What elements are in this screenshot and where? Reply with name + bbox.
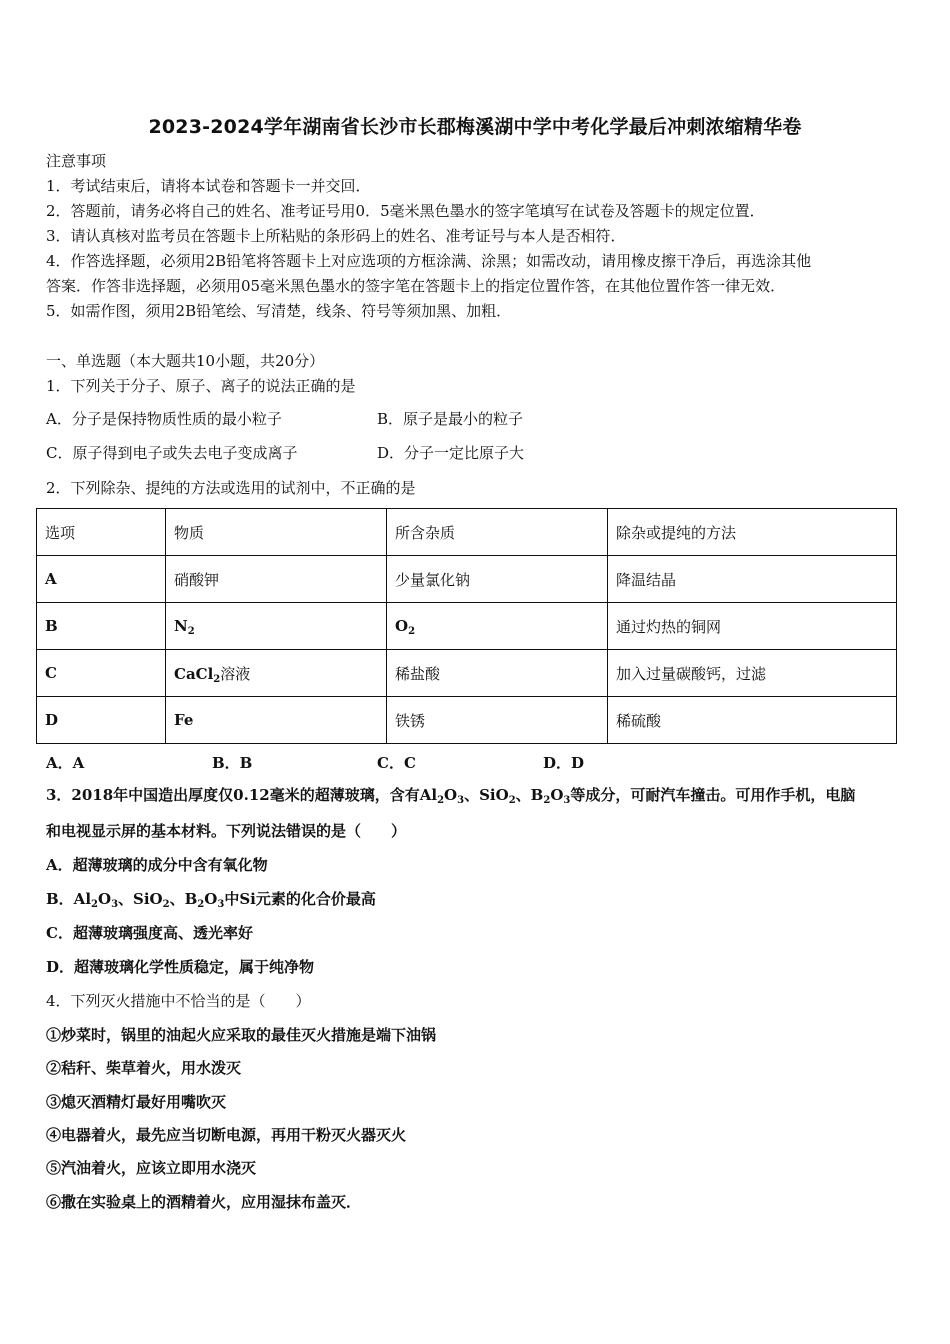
q3b-text: O <box>204 890 218 908</box>
q3-subscript: 2 <box>543 795 551 806</box>
q4-item-4: ④电器着火，最先应当切断电源，再用干粉灭火器灭火 <box>46 1126 407 1144</box>
q3-text: 3．2018年中国造出厚度仅0.12毫米的超薄玻璃，含有Al <box>46 786 438 804</box>
q1-option-c: C．原子得到电子或失去电子变成离子 <box>46 444 298 462</box>
row-substance <box>166 650 387 697</box>
q3b-text: O <box>97 890 112 908</box>
q3-text: 、B <box>515 786 544 804</box>
row-impurity: 少量氯化钠 <box>387 556 608 603</box>
q3-subscript: 2 <box>437 795 445 806</box>
q2-stem: 2．下列除杂、提纯的方法或选用的试剂中，不正确的是 <box>46 479 416 497</box>
notice-item-1: 1．考试结束后，请将本试卷和答题卡一并交回． <box>46 177 371 195</box>
q2-option-d: D．D <box>543 754 585 772</box>
q1-stem: 1．下列关于分子、原子、离子的说法正确的是 <box>46 377 356 395</box>
notice-item-5: 5．如需作图，须用2B铅笔绘、写清楚，线条、符号等须加黑、加粗． <box>46 302 512 320</box>
q2-option-c: C．C <box>377 754 416 772</box>
q3b-subscript: 3 <box>111 899 119 910</box>
q2-table <box>36 508 897 744</box>
table-row <box>37 650 897 697</box>
formula-subscript: 2 <box>213 673 221 685</box>
q2-option-a: A．A <box>46 754 85 772</box>
q4-stem: 4．下列灭火措施中不恰当的是（ ） <box>46 992 311 1010</box>
row-option: A <box>37 556 166 603</box>
q2-option-b: B．B <box>212 754 253 772</box>
notice-heading: 注意事项 <box>46 152 107 170</box>
formula-subscript: 2 <box>187 626 195 637</box>
header-cell: 选项 <box>37 509 166 556</box>
row-method: 降温结晶 <box>608 556 897 603</box>
row-option: D <box>37 697 166 744</box>
row-impurity: 铁锈 <box>387 697 608 744</box>
table-row <box>37 603 897 650</box>
q4-item-3: ③熄灭酒精灯最好用嘴吹灭 <box>46 1093 227 1111</box>
row-substance <box>166 603 387 650</box>
q4-item-1: ①炒菜时，锅里的油起火应采取的最佳灭火措施是端下油锅 <box>46 1026 437 1044</box>
formula-text: O <box>395 617 409 635</box>
q3b-subscript: 3 <box>217 899 225 910</box>
q3-text: O <box>550 786 564 804</box>
notice-item-3: 3．请认真核对监考员在答题卡上所粘贴的条形码上的姓名、准考证号与本人是否相符． <box>46 227 626 245</box>
row-method: 稀硫酸 <box>608 697 897 744</box>
q1-option-a: A．分子是保持物质性质的最小粒子 <box>46 410 282 428</box>
row-impurity <box>387 603 608 650</box>
header-cell: 物质 <box>166 509 387 556</box>
formula-text: N <box>174 617 188 635</box>
q3-text: 等成分，可耐汽车撞击。可用作手机，电脑 <box>570 786 856 804</box>
header-cell: 除杂或提纯的方法 <box>608 509 897 556</box>
q3b-text: 、B <box>169 890 198 908</box>
row-impurity: 稀盐酸 <box>387 650 608 697</box>
table-row <box>37 556 897 603</box>
q3-subscript: 3 <box>563 795 571 806</box>
q1-option-b: B．原子是最小的粒子 <box>377 410 524 428</box>
q3b-text: 中Si元素的化合价最高 <box>224 890 376 908</box>
q4-item-5: ⑤汽油着火，应该立即用水浇灭 <box>46 1159 257 1177</box>
page-title: 2023-2024学年湖南省长沙市长郡梅溪湖中学中考化学最后冲刺浓缩精华卷 <box>148 116 802 138</box>
row-method: 加入过量碳酸钙，过滤 <box>608 650 897 697</box>
q3-option-b <box>46 889 376 909</box>
q3-option-d: D．超薄玻璃化学性质稳定，属于纯净物 <box>46 958 315 976</box>
q3b-text: 、SiO <box>118 890 163 908</box>
table-row <box>37 697 897 744</box>
q1-option-d: D．分子一定比原子大 <box>377 444 525 462</box>
formula-suffix: 溶液 <box>220 664 251 683</box>
q3-option-a: A．超薄玻璃的成分中含有氧化物 <box>46 856 268 874</box>
formula-subscript: 2 <box>408 626 416 637</box>
row-option: C <box>37 650 166 697</box>
table-header-row <box>37 509 897 556</box>
section-heading: 一、单选题（本大题共10小题，共20分） <box>46 352 325 370</box>
q3b-text: B．Al <box>46 890 92 908</box>
q4-item-2: ②秸秆、柴草着火，用水泼灭 <box>46 1059 242 1077</box>
q3-subscript: 3 <box>457 795 465 806</box>
q3-stem-line2: 和电视显示屏的基本材料。下列说法错误的是（ ） <box>46 822 407 840</box>
q3b-subscript: 2 <box>91 899 98 910</box>
header-cell: 所含杂质 <box>387 509 608 556</box>
notice-item-2: 2．答题前，请务必将自己的姓名、准考证号用0．5毫米黑色墨水的签字笔填写在试卷及答题卡的规定位置． <box>46 202 765 220</box>
q3b-subscript: 2 <box>197 899 205 910</box>
notice-item-4: 4．作答选择题，必须用2B铅笔将答题卡上对应选项的方框涂满、涂黑；如需改动，请用橡皮擦干净后，再选涂其他 <box>46 252 812 270</box>
q3-option-c: C．超薄玻璃强度高、透光率好 <box>46 924 253 942</box>
row-substance: Fe <box>166 697 387 744</box>
row-option: B <box>37 603 166 650</box>
q3-stem-line1 <box>46 785 855 805</box>
notice-item-4-cont: 答案．作答非选择题，必须用05毫米黑色墨水的签字笔在答题卡上的指定位置作答，在其他位置作答一律无效． <box>46 277 786 295</box>
q3-text: O <box>444 786 458 804</box>
row-substance: 硝酸钾 <box>166 556 387 603</box>
q4-item-6: ⑥撒在实验桌上的酒精着火，应用湿抹布盖灭． <box>46 1193 362 1211</box>
q3-subscript: 2 <box>508 795 516 806</box>
q3-text: 、SiO <box>464 786 509 804</box>
q3b-subscript: 2 <box>162 899 170 910</box>
row-method: 通过灼热的铜网 <box>608 603 897 650</box>
formula-text: CaCl <box>174 664 214 683</box>
